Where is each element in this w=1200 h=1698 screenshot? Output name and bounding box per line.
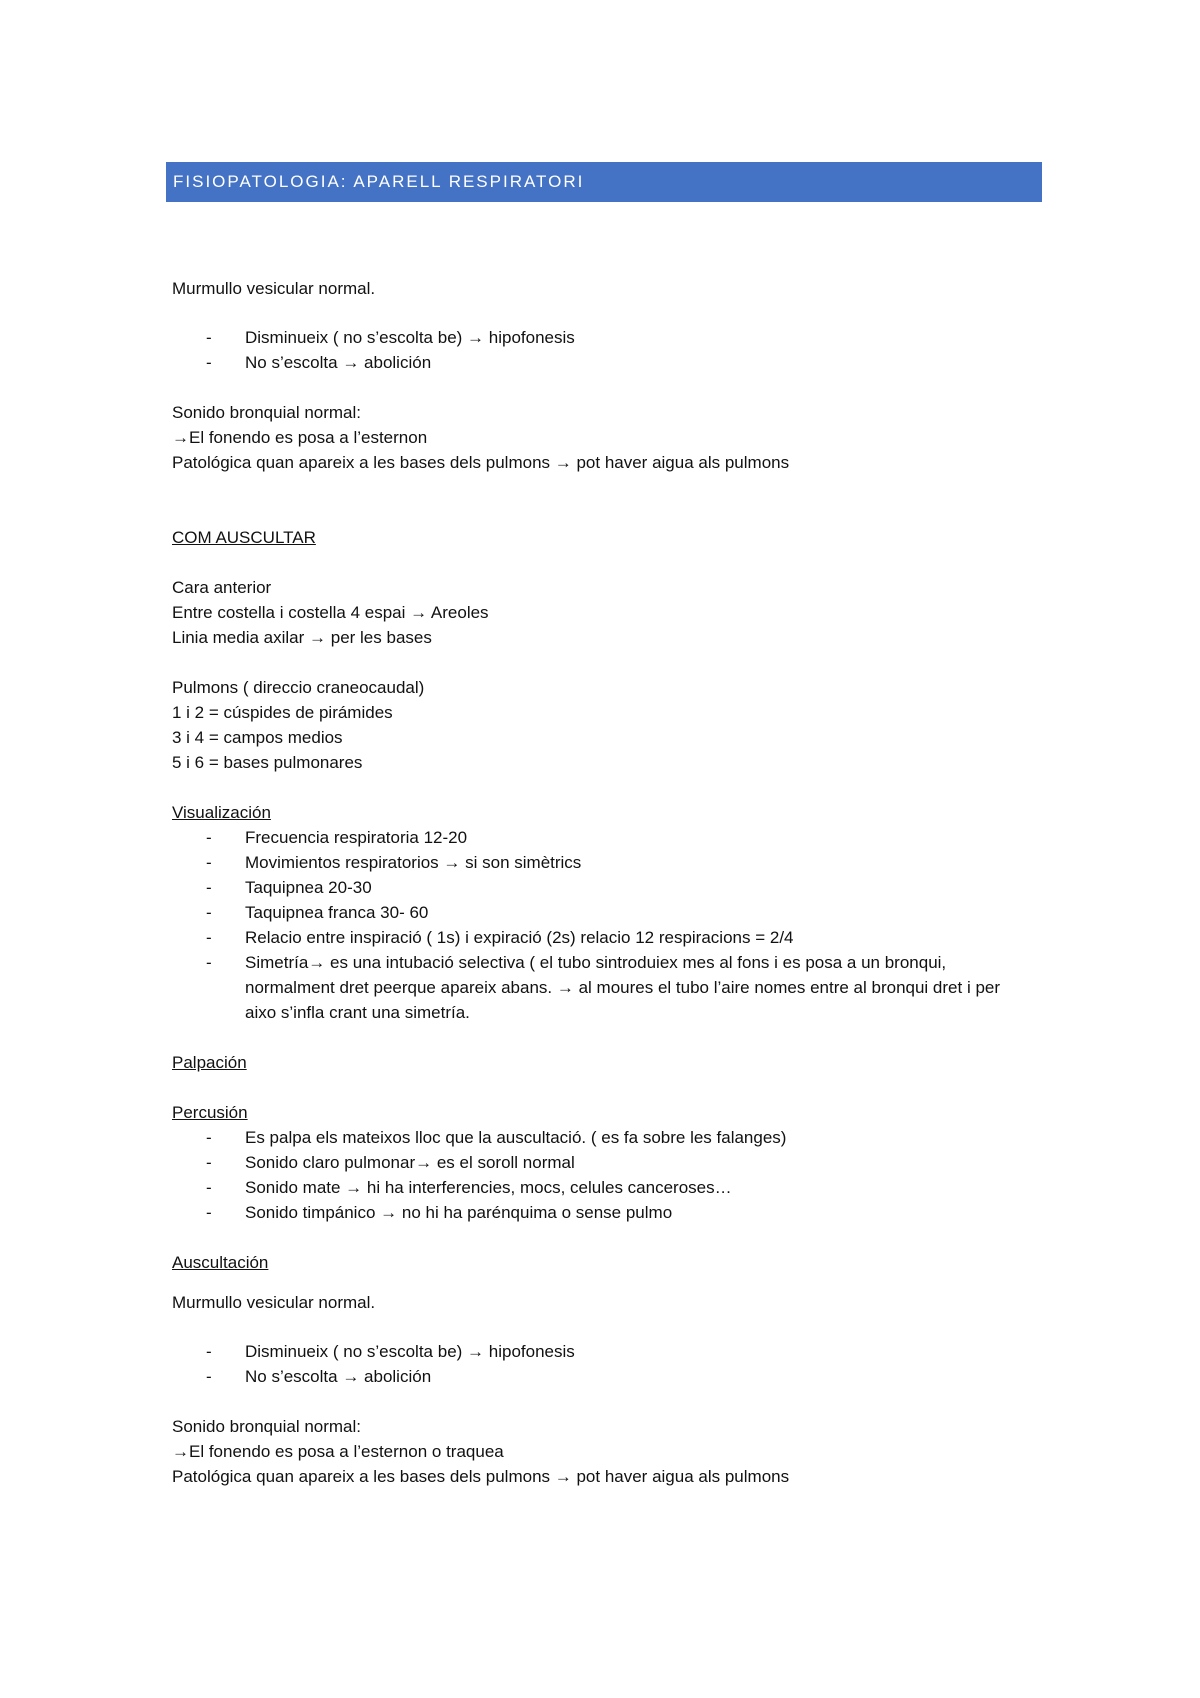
list-item [172, 1175, 1032, 1200]
list-item [172, 875, 1032, 900]
bullet-dash: - [206, 328, 212, 347]
document-body [172, 276, 1032, 1489]
list-item [172, 1339, 1032, 1364]
list-item [172, 850, 1032, 875]
document-title: FISIOPATOLOGIA: APARELL RESPIRATORI [173, 172, 585, 191]
com-auscultar-heading: COM AUSCULTAR [172, 528, 316, 547]
sonido-bronquial-heading: Sonido bronquial normal: [172, 403, 362, 422]
bullet-dash: - [206, 1203, 212, 1222]
list-item-text: No s’escolta → abolición [245, 1367, 432, 1386]
bullet-dash: - [206, 353, 212, 372]
title-bar [166, 162, 1042, 202]
text-line: →El fonendo es posa a l’esternon [172, 428, 428, 447]
list-item [172, 925, 1032, 950]
list-item-text: Relacio entre inspiració ( 1s) i expiració (2s) relacio 12 respiracions = 2/4 [245, 928, 794, 947]
auscultacion-heading: Auscultación [172, 1253, 269, 1272]
bullet-dash: - [206, 928, 212, 947]
list-item-text: Sonido timpánico → no hi ha parénquima o sense pulmo [245, 1203, 673, 1222]
bullet-dash: - [206, 1153, 212, 1172]
text-line: 3 i 4 = campos medios [172, 728, 343, 747]
murmullo-heading: Murmullo vesicular normal. [172, 279, 376, 298]
list-item [172, 325, 1032, 350]
sonido-bronquial-heading: Sonido bronquial normal: [172, 1417, 362, 1436]
list-item [172, 950, 1032, 1025]
text-line: Pulmons ( direccio craneocaudal) [172, 678, 425, 697]
text-line: Patológica quan apareix a les bases dels pulmons → pot haver aigua als pulmons [172, 1467, 790, 1486]
list-item-text: Es palpa els mateixos lloc que la auscultació. ( es fa sobre les falanges) [245, 1128, 787, 1147]
visualizacion-heading: Visualización [172, 803, 271, 822]
text-line: Linia media axilar → per les bases [172, 628, 432, 647]
percusion-heading: Percusión [172, 1103, 248, 1122]
list-item [172, 900, 1032, 925]
list-item [172, 1200, 1032, 1225]
list-item-text: Sonido mate → hi ha interferencies, mocs, celules canceroses… [245, 1178, 732, 1197]
list-item-text: Disminueix ( no s’escolta be) → hipofonesis [245, 328, 575, 347]
list-item-text: Frecuencia respiratoria 12-20 [245, 828, 468, 847]
bullet-dash: - [206, 953, 212, 972]
palpacion-heading: Palpación [172, 1053, 247, 1072]
text-line: 5 i 6 = bases pulmonares [172, 753, 363, 772]
list-item-text: Disminueix ( no s’escolta be) → hipofonesis [245, 1342, 575, 1361]
bullet-dash: - [206, 853, 212, 872]
text-line: Patológica quan apareix a les bases dels pulmons → pot haver aigua als pulmons [172, 453, 790, 472]
list-item [172, 825, 1032, 850]
list-item [172, 1125, 1032, 1150]
list-item-text: Taquipnea franca 30- 60 [245, 903, 429, 922]
bullet-dash: - [206, 1342, 212, 1361]
text-line: Cara anterior [172, 578, 272, 597]
list-item [172, 1150, 1032, 1175]
bullet-dash: - [206, 1367, 212, 1386]
bullet-dash: - [206, 878, 212, 897]
bullet-dash: - [206, 903, 212, 922]
bullet-dash: - [206, 1128, 212, 1147]
bullet-dash: - [206, 1178, 212, 1197]
list-item [172, 350, 1032, 375]
list-item-text: Sonido claro pulmonar→ es el soroll normal [245, 1153, 575, 1172]
list-item-text: Simetría→ es una intubació selectiva ( el tubo sintroduiex mes al fons i es posa a un bronqui, normalment dret peerque apareix abans. → al moures el tubo l’aire nomes entre al bronqui dret i per aixo s’infla crant una simetría. [245, 953, 1001, 1022]
list-item-text: No s’escolta → abolición [245, 353, 432, 372]
text-line: Entre costella i costella 4 espai → Areoles [172, 603, 489, 622]
list-item-text: Taquipnea 20-30 [245, 878, 372, 897]
text-line: 1 i 2 = cúspides de pirámides [172, 703, 393, 722]
text-line: →El fonendo es posa a l’esternon o traquea [172, 1442, 504, 1461]
bullet-dash: - [206, 828, 212, 847]
list-item [172, 1364, 1032, 1389]
list-item-text: Movimientos respiratorios → si son simètrics [245, 853, 582, 872]
murmullo-heading: Murmullo vesicular normal. [172, 1293, 376, 1312]
